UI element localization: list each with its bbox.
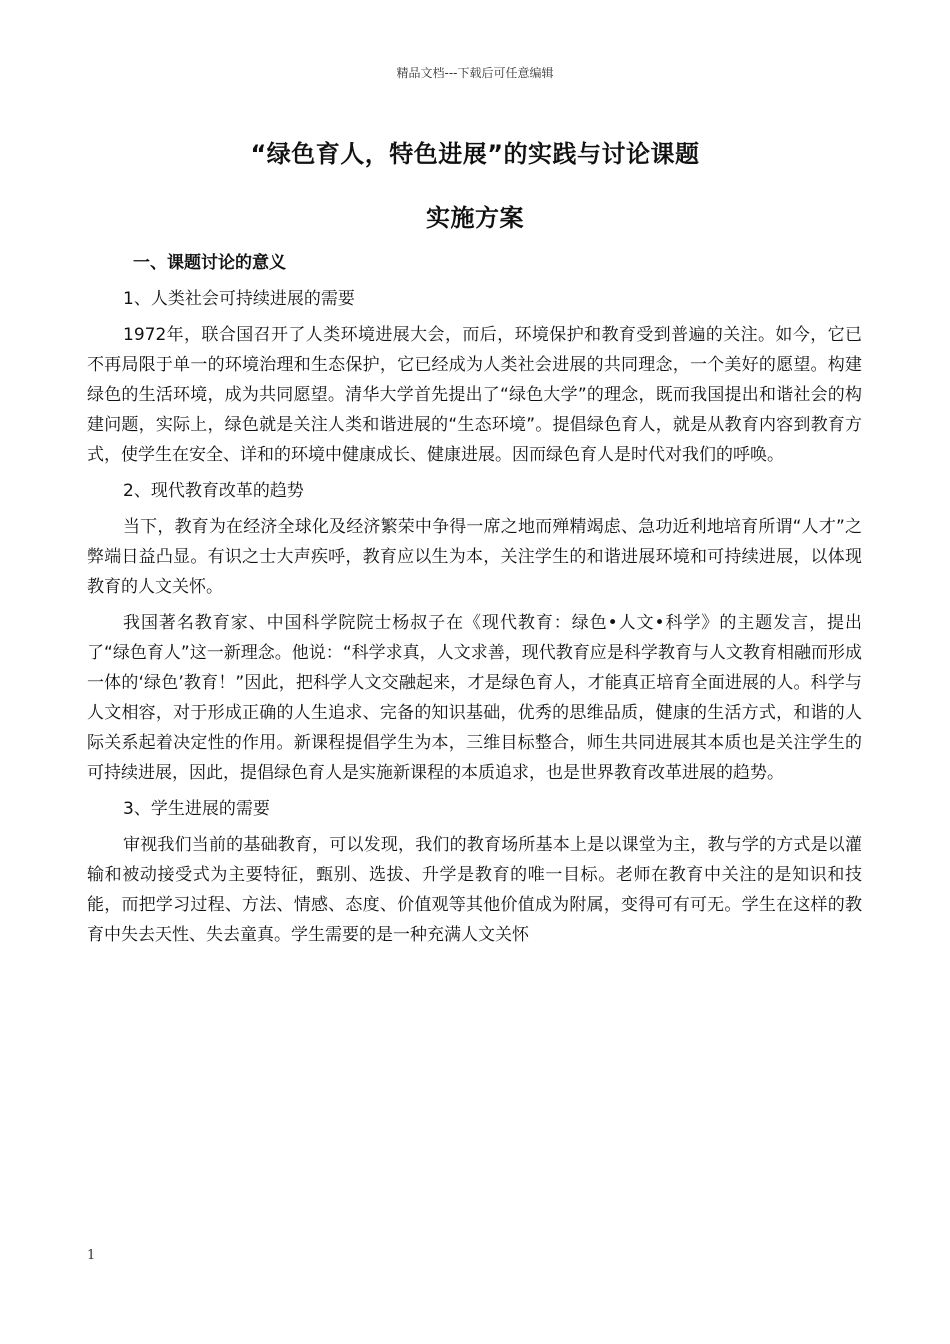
sub-heading-1: 1、人类社会可持续进展的需要	[123, 289, 355, 309]
paragraph-4: 审视我们当前的基础教育，可以发现，我们的教育场所基本上是以课堂为主，教与学的方式是以灌输和被动接受式为主要特征，甄别、选拔、升学是教育的唯一目标。老师在教育中关注的是知识和技能，而把学习过程、方法、情感、态度、价值观等其他价值成为附属，变得可有可无。学生在这样的教育中失去天性、失去童真。学生需要的是一种充满人文关怀	[87, 835, 862, 945]
page-number: 1	[87, 1248, 96, 1263]
section-heading: 一、课题讨论的意义	[133, 253, 286, 273]
paragraph-2: 当下，教育为在经济全球化及经济繁荣中争得一席之地而殚精竭虑、急功近利地培育所谓“人才”之弊端日益凸显。有识之士大声疾呼，教育应以生为本，关注学生的和谐进展环境和可持续进展，以体现教育的人文关怀。	[87, 517, 862, 597]
document-title: “绿色育人，特色进展”的实践与讨论课题	[250, 140, 700, 168]
document-subtitle: 实施方案	[426, 204, 524, 232]
page-header: 精品文档---下载后可任意编辑	[396, 66, 554, 80]
paragraph-3: 我国著名教育家、中国科学院院士杨叔子在《现代教育：绿色•人文•科学》的主题发言，提出了“绿色育人”这一新理念。他说：“科学求真，人文求善，现代教育应是科学教育与人文教育相融而形成一体的‘绿色’教育！”因此，把科学人文交融起来，才是绿色育人，才能真正培育全面进展的人。科学与人文相容，对于形成正确的人生追求、完备的知识基础，优秀的思维品质，健康的生活方式，和谐的人际关系起着决定性的作用。新课程提倡学生为本，三维目标整合，师生共同进展其本质也是关注学生的可持续进展，因此，提倡绿色育人是实施新课程的本质追求，也是世界教育改革进展的趋势。	[87, 613, 862, 783]
document-body	[87, 248, 862, 956]
paragraph-1: 1972年，联合国召开了人类环境进展大会，而后，环境保护和教育受到普遍的关注。如今，它已不再局限于单一的环境治理和生态保护，它已经成为人类社会进展的共同理念，一个美好的愿望。构建绿色的生活环境，成为共同愿望。清华大学首先提出了“绿色大学”的理念，既而我国提出和谐社会的构建问题，实际上，绿色就是关注人类和谐进展的“生态环境”。提倡绿色育人，就是从教育内容到教育方式，使学生在安全、详和的环境中健康成长、健康进展。因而绿色育人是时代对我们的呼唤。	[87, 325, 862, 465]
sub-heading-3: 3、学生进展的需要	[123, 799, 270, 819]
sub-heading-2: 2、现代教育改革的趋势	[123, 481, 304, 501]
